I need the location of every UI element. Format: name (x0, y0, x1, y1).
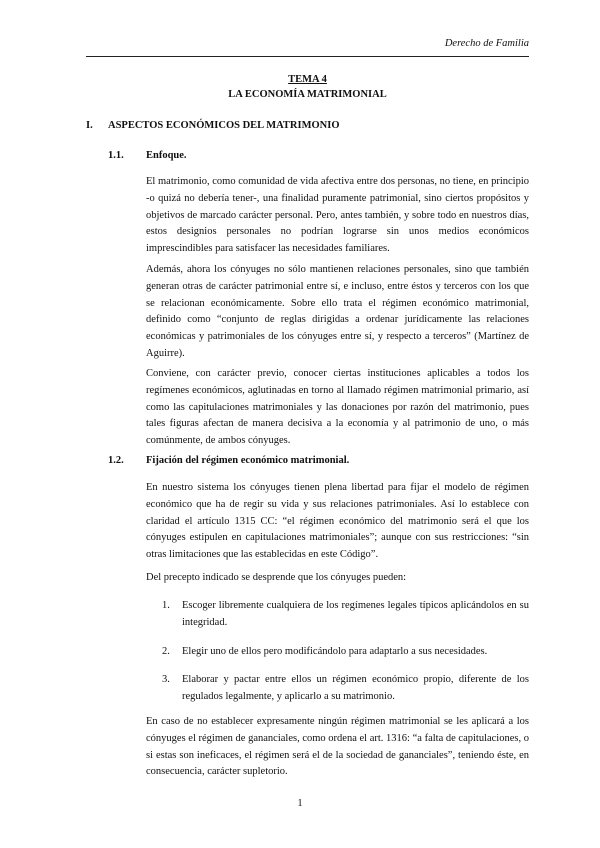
subsection-heading-1 (108, 148, 187, 165)
list-item-text: Escoger libremente cualquiera de los regímenes legales típicos aplicándolos en su integridad. (182, 600, 529, 628)
header-rule (86, 56, 529, 57)
list-item (146, 598, 529, 632)
paragraph: Del precepto indicado se desprende que los cónyuges pueden: (146, 572, 407, 583)
subsection-number: 1.1. (108, 150, 124, 161)
list-item-number: 1. (162, 600, 170, 611)
list-item (146, 672, 529, 706)
subsection-number: 1.2. (108, 455, 124, 466)
paragraph: En nuestro sistema los cónyuges tienen plena libertad para fijar el modelo de régimen económico que ha de regir su vida y sus relaciones patrimoniales. Así lo establece con claridad el artículo 1315 CC: “el régimen económico del matrimonio será el que los cónyuges estipulen en capitulaciones matrimoniales”; aunque con sus restricciones: “sin otras limitaciones que las establecidas en este Código”. (146, 482, 529, 561)
running-header: Derecho de Familia (444, 38, 529, 49)
list-item-number: 3. (162, 674, 170, 686)
chapter-title (86, 72, 529, 102)
subsection-title: Fijación del régimen económico matrimonial. (146, 455, 350, 466)
chapter-number: TEMA 4 (288, 74, 327, 85)
subsection-title: Enfoque. (146, 150, 187, 161)
list-item-number: 2. (162, 645, 170, 657)
paragraph: Conviene, con carácter previo, conocer ciertas instituciones aplicables a todos los regímenes económicos, aglutinadas en torno al llamado régimen matrimonial primario, así como las capitulaciones matrimoniales y las donaciones por razón del matrimonio, pues tales figuras afectan de manera decisiva a la economía y al patrimonio de uno, o más comúnmente, de ambos cónyuges. (146, 368, 529, 447)
paragraph: El matrimonio, como comunidad de vida afectiva entre dos personas, no tiene, en principio -o quizá no debería tener-, una finalidad puramente patrimonial, sino ciertos propósitos y objetivos de marcado carácter personal. Pero, antes también, y sobre todo en nuestros días, estos designios personales no podrían lograrse sin unos medios económicos imprescindibles para satisfacer las necesidades familiares. (146, 176, 529, 255)
section-heading (86, 118, 340, 135)
subsection-heading-2 (108, 453, 349, 470)
page-number: 1 (297, 798, 303, 809)
list-item (146, 644, 529, 661)
chapter-name: LA ECONOMÍA MATRIMONIAL (228, 89, 387, 101)
list-item-text: Elegir uno de ellos pero modificándolo para adaptarlo a sus necesidades. (182, 645, 488, 657)
numbered-list (146, 598, 529, 706)
section-number: I. (86, 120, 93, 131)
section-title: ASPECTOS ECONÓMICOS DEL MATRIMONIO (108, 120, 340, 131)
paragraph: Además, ahora los cónyuges no sólo mantienen relaciones personales, sino que también generan otras de carácter patrimonial entre sí, e incluso, entre éstos y terceros con los que se relacionan económicamente. Sobre ello trata el régimen económico matrimonial, definido como “conjunto de reglas dirigidas a ordenar jurídicamente las relaciones económicas y patrimoniales de los cónyuges entre sí, y respecto a terceros” (Martínez de Aguirre). (146, 264, 529, 359)
list-item-text: Elaborar y pactar entre ellos un régimen económico propio, diferente de los regulados legalmente, y aplicarlo a su matrimonio. (182, 674, 529, 703)
paragraph: En caso de no establecer expresamente ningún régimen matrimonial se les aplicará a los cónyuges el régimen de gananciales, como ordena el art. 1316: “a falta de capitulaciones, o si estas son ineficaces, el régimen será el de la sociedad de gananciales”, teniendo éste, en consecuencia, carácter supletorio. (146, 716, 529, 778)
